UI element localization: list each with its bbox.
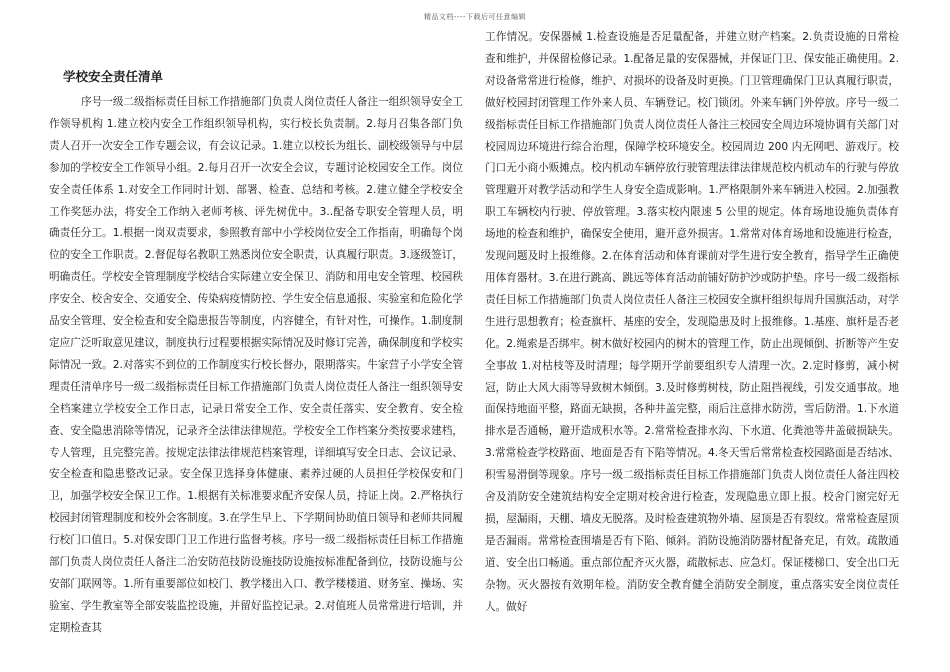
document-title: 学校安全责任清单: [63, 69, 164, 84]
left-column: [49, 66, 463, 640]
page-header: 精品文档----下载后可任意编辑: [423, 13, 527, 21]
left-column-paragraph: 序号一级二级指标责任目标工作措施部门负责人岗位责任人备注一组织领导安全工作领导机构 1.建立校内安全工作组织领导机构，实行校长负责制。2.每月召集各部门负责人召开一次安全工作专题会议，有会议记录。1.建立以校长为组长、副校级领导与中层参加的学校安全工作领导小组。2.每月召开一次安全会议，专题讨论校园安全工作。岗位安全责任体系 1.对安全工作同时计划、部署、检查、总结和考核。2.建立健全学校安全工作奖惩办法，将安全工作纳入老师考核、评先树优中。3..配备专职安全管理人员，明确责任分工。1.根据一岗双责要求，参照教育部中小学校岗位安全工作指南，明确每个岗位的安全工作职责。2.督促每名教职工熟悉岗位安全职责，认真履行职责。3.逐级签订，明确责任。学校安全管理制度学校结合实际建立安全保卫、消防和用电安全管理、校园秩序安全、校舍安全、交通安全、传染病疫情防控、学生安全信息通报、实验室和危险化学品安全管理、安全检查和安全隐患报告等制度，内容健全，有针对性，可操作。1.制度制定应广泛听取意见建议，制度执行过程要根据实际情况及时修订完善，确保制度和学校实际情况一致。2.对落实不到位的工作制度实行校长督办，限期落实。牛家营子小学安全管理责任清单序号一级二级指标责任目标工作措施部门负责人岗位责任人备注一组织领导安全档案建立学校安全工作日志，记录日常安全工作、安全责任落实、安全教育、安全检查、安全隐患消除等情况，记录齐全法律法律规范。学校安全工作档案分类按要求建档，专人管理，且完整完善。按规定法律法律规范档案管理，详细填写安全日志、会议记录、安全检查和隐患整改记录。安全保卫选择身体健康、素养过硬的人员担任学校保安和门卫，加强学校安全保卫工作。1.根据有关标准要求配齐安保人员，持证上岗。2.严格执行校园封闭管理制度和校外会客制度。3.在学生早上、下学期间协助值日领导和老师共同履行校门口值日。5.对保安即门卫工作进行监督考核。序号一级二级指标责任目标工作措施部门负责人岗位责任人备注二治安防范技防设施技防设施按标准配备到位，技防设施与公安部门联网等。1.所有重要部位如校门、教学楼出入口、教学楼楼道、财务室、操场、实验室、学生教室等全部安装监控设施，并留好监控记录。2.对值班人员常常进行培训，并定期检查其: [49, 96, 463, 634]
right-column-paragraph: 工作情况。安保器械 1.检查设施是否足量配备，并建立财产档案。2.负责设施的日常检查和维护，并保留检修记录。1.配备足量的安保器械，并保证门卫、保安能正确使用。2.对设备常常进行检修，维护、对损坏的设备及时更换。门卫管理确保门卫认真履行职责，做好校园封闭管理工作外来人员、车辆登记。校门锁闭。外来车辆门外停放。序号一级二级指标责任目标工作措施部门负责人岗位责任人备注三校园安全周边环境协调有关部门对校园周边环境进行综合治理，保障学校环境安全。校园周边 200 内无网吧、游戏厅。校门口无小商小贩摊点。校内机动车辆停放行驶管理法律法律规范校内机动车的行驶与停放管理避开对教学活动和学生人身安全造成影响。1.严格限制外来车辆进入校园。2.加强教职工车辆校内行驶、停放管理。3.落实校内限速 5 公里的规定。体育场地设施负责体育场地的检查和维护，确保安全使用，避开意外损害。1.常常对体育场地和设施进行检查，发现问题及时上报维修。2.在体育活动和体育课前对学生进行安全教育，指导学生正确使用体育器材。3.在进行跳高、跳远等体育活动前铺好防护沙或防护垫。序号一级二级指标责任目标工作措施部门负责人岗位责任人备注三校园安全旗杆组织每周升国旗活动，对学生进行思想教育；检查旗杆、基座的安全，发现隐患及时上报维修。1.基座、旗杆是否老化。2.绳索是否绑牢。树木做好校园内的树木的管理工作，防止出现倾倒、折断等产生安全事故 1.对枯枝等及时清理；每学期开学前要组织专人清理一次。2.定时修剪，减小树冠，防止大风大雨等导致树木倾倒。3.及时修剪树枝，防止阻挡视线，引发交通事故。地面保持地面平整，路面无缺损，各种井盖完整，雨后注意排水防涝，雪后防滑。1.下水道排水是否通畅，避开造成积水等。2.常常检查排水沟、下水道、化粪池等井盖破损缺失。3.常常检查学校路面、地面是否有下陷等情况。4.冬天雪后常常检查校园路面是否结冰、积雪易滑倒等现象。序号一级二级指标责任目标工作措施部门负责人岗位责任人备注四校舍及消防安全建筑结构安全定期对校舍进行检查，发现隐患立即上报。校舍门窗完好无损，屋漏雨，天棚、墙皮无脱落。及时检查建筑物外墙、屋顶是否有裂纹。常常检查屋顶是否漏雨。常常检查围墙是否有下陷、倾斜。消防设施消防器材配备充足，有效。疏散通道、安全出口畅通。重点部位配齐灭火器，疏散标志、应急灯。保证楼梯口、安全出口无杂物。灭火器按有效期年检。消防安全教育健全消防安全制度，重点落实安全岗位责任人。做好: [485, 31, 899, 613]
right-column: [485, 27, 899, 618]
